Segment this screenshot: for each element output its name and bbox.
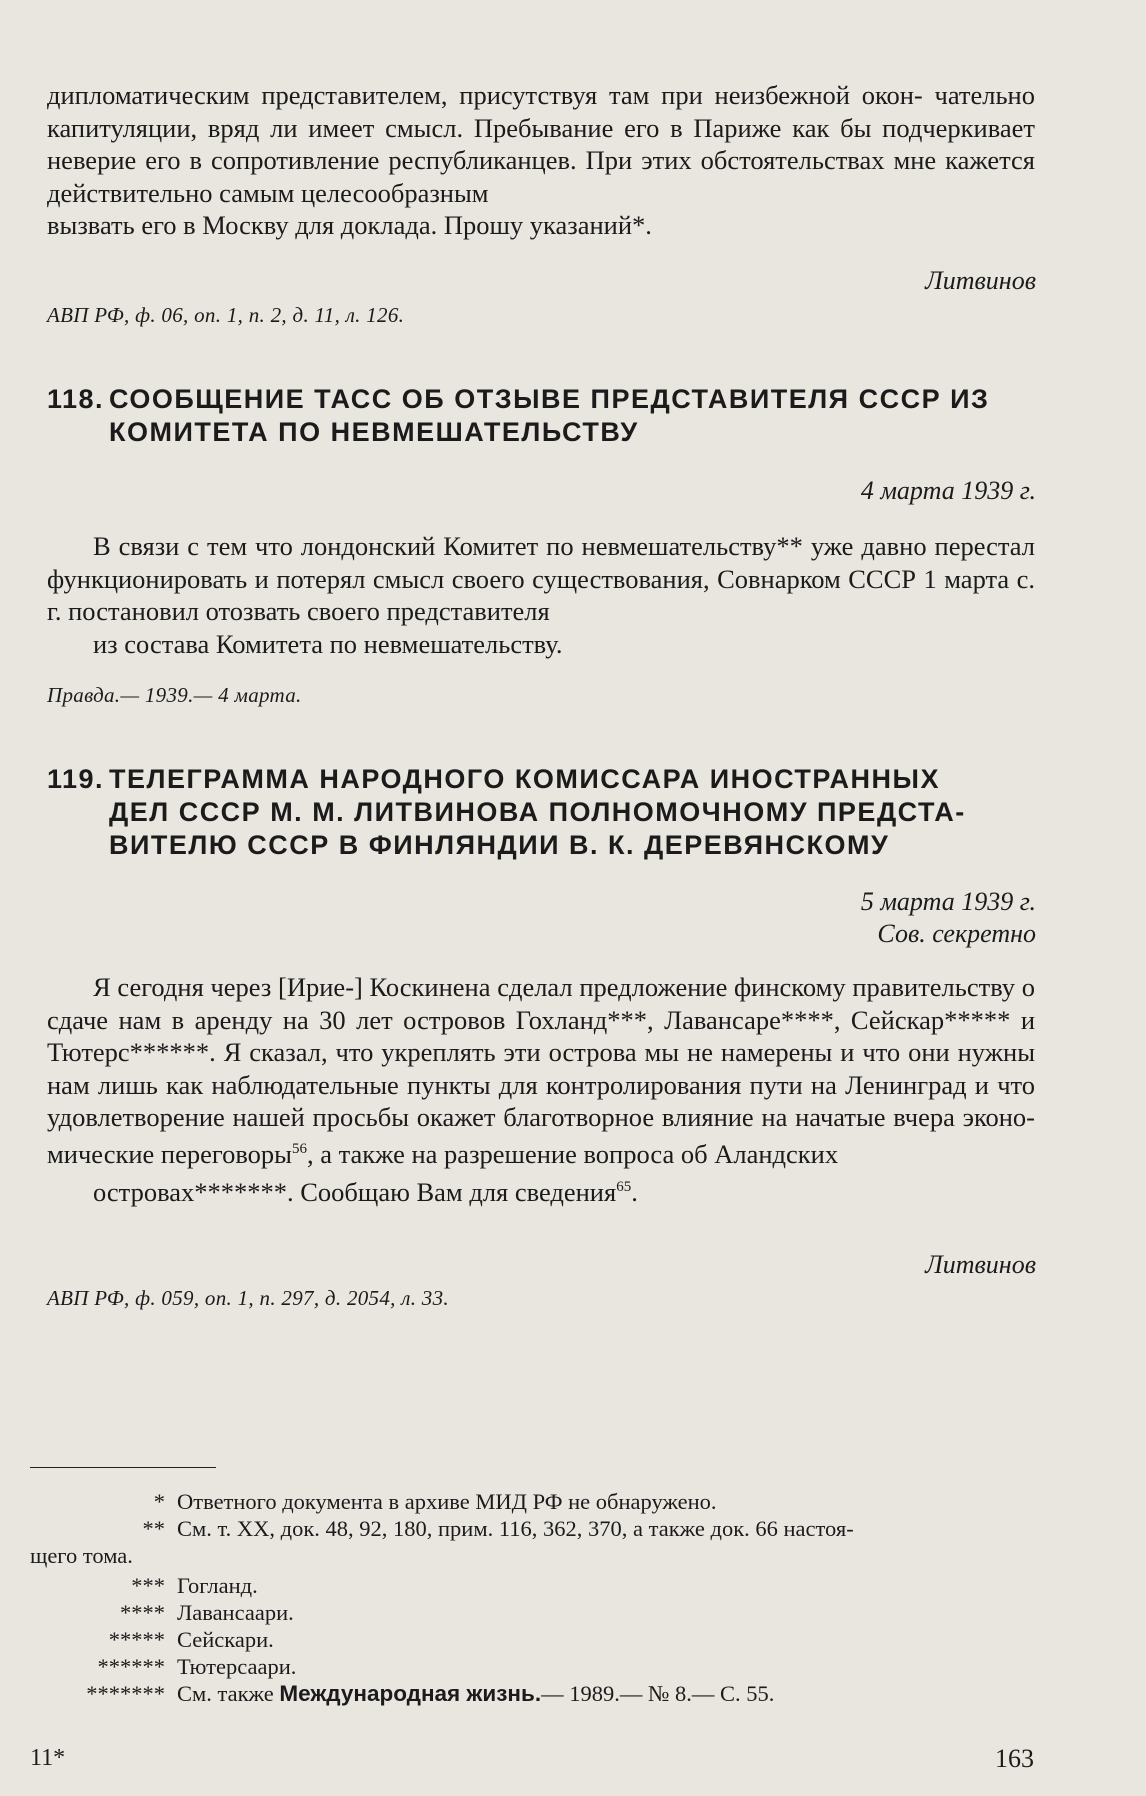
text-line: давно перестал функционировать и потерял смысл своего существования,	[47, 531, 1036, 594]
footnote-text: — 1989.— № 8.— С. 55.	[541, 1681, 775, 1706]
footnote-mark: **	[142, 1516, 165, 1541]
doc-119-classification: Сов. секретно	[877, 919, 1036, 948]
doc-title-line: СООБЩЕНИЕ ТАСС ОБ ОТЗЫВЕ ПРЕДСТАВИТЕЛЯ СССР ИЗ	[109, 384, 990, 414]
doc-title-line: ВИТЕЛЮ СССР В ФИНЛЯНДИИ В. К. ДЕРЕВЯНСКОМУ	[109, 830, 890, 860]
doc-number: 119.	[47, 764, 105, 794]
continuation-paragraph	[47, 79, 1035, 242]
footnote	[30, 1515, 1040, 1542]
doc-119-body	[47, 971, 1035, 1208]
doc-119-dateline	[861, 886, 1036, 950]
footnote-divider	[30, 1467, 216, 1468]
text-line: из состава Комитета по невмешательству.	[93, 628, 563, 659]
footnote-text: См. т. XX, док. 48, 92, 180, прим. 116, 362, 370, а также док. 66 настоя-	[177, 1516, 854, 1541]
footnote	[30, 1488, 1040, 1515]
text-line: острова мы не намерены и что они нужны нам лишь как наблюдательные	[47, 1037, 1036, 1100]
footnote-mark: *	[153, 1489, 165, 1514]
footnote-mark: ***	[131, 1573, 165, 1598]
text-line: чательно капитуляции, вряд ли имеет смысл. Пребывание его в Париже	[47, 80, 1035, 143]
archive-source: АВП РФ, ф. 059, оп. 1, п. 297, д. 2054, л. 33.	[47, 1286, 449, 1310]
doc-title-line: ДЕЛ СССР М. М. ЛИТВИНОВА ПОЛНОМОЧНОМУ ПРЕДСТА-	[109, 797, 966, 827]
footnote	[30, 1626, 1040, 1653]
doc-118-body	[47, 530, 1035, 660]
doc-title-line: ТЕЛЕГРАММА НАРОДНОГО КОМИССАРА ИНОСТРАННЫХ	[109, 764, 940, 794]
text-line	[47, 1139, 838, 1169]
text-line: Лавансаре****, Сейскар***** и Тютерс******. Я сказал, что укреплять эти	[47, 1004, 1036, 1067]
doc-118-date: 4 марта 1939 г.	[860, 476, 1036, 505]
footnote-mark: *******	[86, 1681, 165, 1706]
doc-119-heading	[47, 763, 1037, 862]
newspaper-source: Правда.— 1939.— 4 марта.	[47, 683, 302, 707]
text-fragment: островах*******. Сообщаю Вам для сведения	[93, 1176, 617, 1207]
text-line	[47, 1171, 1035, 1208]
text-line: нашей просьбы окажет благотворное влияние на начатые вчера эконо-	[232, 1102, 1035, 1132]
doc-title-line: КОМИТЕТА ПО НЕВМЕШАТЕЛЬСТВУ	[109, 417, 639, 447]
text-line: вызвать его в Москву для доклада. Прошу указаний*.	[47, 210, 652, 240]
text-line: как бы подчеркивает неверие его в сопротивление республиканцев. При	[47, 112, 1035, 175]
text-line: этих обстоятельствах мне кажется действительно самым целесообразным	[47, 145, 1035, 208]
text-fragment: .	[631, 1176, 638, 1207]
archive-source: АВП РФ, ф. 06, оп. 1, п. 2, д. 11, л. 126.	[47, 303, 405, 327]
page-number: 163	[995, 1744, 1034, 1773]
footnote-mark: ******	[97, 1654, 165, 1679]
footnote-continuation: щего тома.	[30, 1543, 133, 1568]
footnote-text: Сейскари.	[177, 1627, 274, 1652]
footnote-mark: ****	[120, 1600, 165, 1625]
footnote-text: Тютерсаари.	[177, 1654, 297, 1679]
footnote-text: Лавансаари.	[177, 1600, 294, 1625]
footnote-text: Ответного документа в архиве МИД РФ не обнаружено.	[177, 1489, 717, 1514]
footnote	[30, 1653, 1040, 1680]
footnote-mark: *****	[108, 1627, 165, 1652]
text-fragment: , а также на разрешение вопроса об Аландских	[306, 1139, 839, 1170]
text-line: пункты для контролирования пути на Ленинград и что удовлетворение	[47, 1069, 1036, 1132]
doc-118-heading	[47, 383, 1037, 449]
footnote	[30, 1599, 1040, 1626]
footnote-text: См. также	[177, 1681, 274, 1706]
signature-mark: 11*	[30, 1745, 66, 1771]
journal-title: Международная жизнь.	[279, 1681, 542, 1706]
text-line: правительству о сдаче нам в аренду на 30 лет островов Гохланд***,	[47, 972, 1035, 1035]
doc-119-date: 5 марта 1939 г.	[860, 887, 1036, 916]
signature-litvinov: Литвинов	[925, 266, 1036, 295]
note-ref-56: 56	[291, 1141, 307, 1158]
text-fragment: мические переговоры	[47, 1139, 292, 1170]
doc-number: 118.	[47, 384, 105, 414]
text-line: Я сегодня через [Ирие-] Коскинена сделал предложение финскому	[93, 972, 846, 1002]
text-line: Совнарком СССР 1 марта с. г. постановил отозвать своего представителя	[47, 563, 1036, 626]
footnote	[30, 1680, 1040, 1707]
text-line: дипломатическим представителем, присутствуя там при неизбежной окон-	[47, 80, 923, 110]
note-ref-65: 65	[616, 1178, 632, 1195]
signature-litvinov: Литвинов	[925, 1250, 1036, 1279]
footnote	[30, 1572, 1040, 1599]
text-line: В связи с тем что лондонский Комитет по невмешательству** уже	[93, 531, 854, 561]
footnote-text: Гогланд.	[177, 1573, 258, 1598]
footnotes	[30, 1488, 1040, 1707]
